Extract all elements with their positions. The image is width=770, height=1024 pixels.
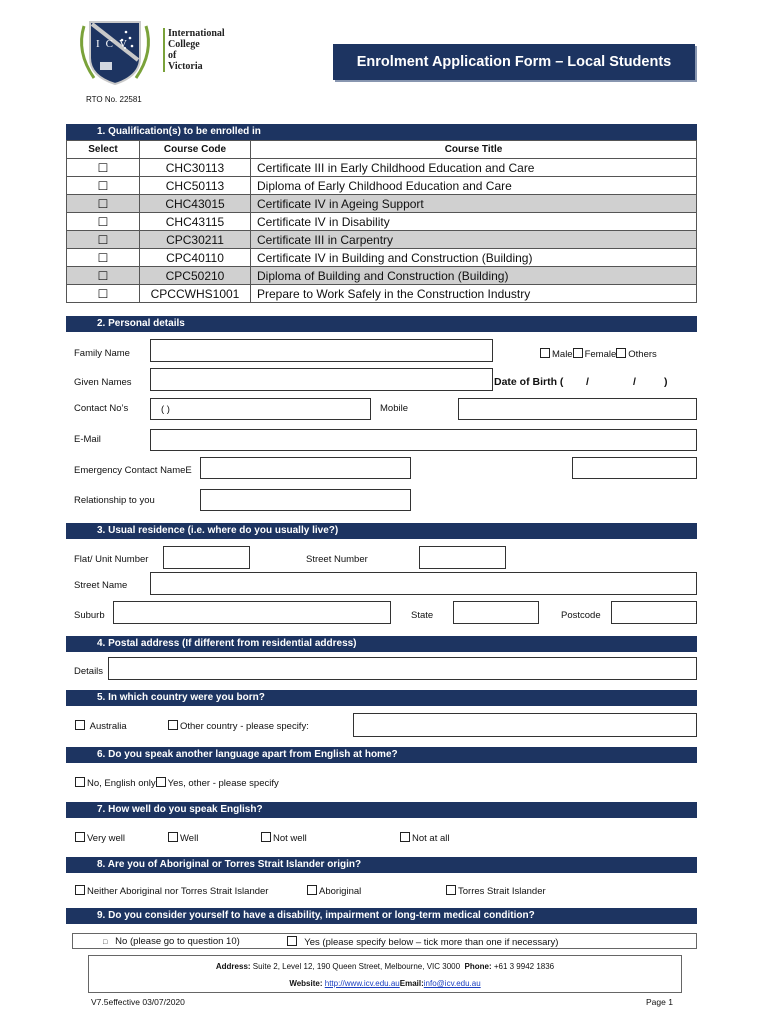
other-country-input[interactable] <box>353 713 697 737</box>
email-input[interactable] <box>150 429 697 451</box>
state-label: State <box>411 610 434 621</box>
table-row <box>67 159 697 177</box>
others-checkbox[interactable] <box>616 348 626 358</box>
phone: +61 3 9942 1836 <box>493 962 555 971</box>
torres-strait-label: Torres Strait Islander <box>458 886 546 897</box>
course-table <box>66 140 697 303</box>
address-label: Address: <box>215 962 251 971</box>
course-select-checkbox[interactable]: ☐ <box>67 213 140 231</box>
course-title: Prepare to Work Safely in the Construction Industry <box>251 285 697 303</box>
disability-yes-option <box>287 936 558 948</box>
logo-text-line: Victoria <box>168 61 203 72</box>
website-label: Website: <box>289 979 323 988</box>
well-label: Well <box>180 833 199 844</box>
logo-text-line: College <box>168 39 200 50</box>
course-select-checkbox[interactable]: ☐ <box>67 285 140 303</box>
footer-contact-box <box>88 955 682 993</box>
male-label: Male <box>552 349 573 360</box>
very-well-label: Very well <box>87 833 126 844</box>
not-at-all-label: Not at all <box>412 833 450 844</box>
address: Suite 2, Level 12, 190 Queen Street, Melbourne, VIC 3000 <box>252 962 461 971</box>
course-select-checkbox[interactable]: ☐ <box>67 195 140 213</box>
email-label: Email: <box>399 979 424 988</box>
other-country-checkbox[interactable] <box>168 720 178 730</box>
section-1-header: 1. Qualification(s) to be enrolled in <box>66 124 697 140</box>
well-option <box>168 832 198 844</box>
course-code: CHC43115 <box>140 213 251 231</box>
very-well-option <box>75 832 125 844</box>
well-checkbox[interactable] <box>168 832 178 842</box>
other-country-option <box>168 720 309 732</box>
section-9-header: 9. Do you consider yourself to have a disability, impairment or long-term medical condition? <box>66 908 697 924</box>
street-name-label: Street Name <box>74 580 128 591</box>
not-well-checkbox[interactable] <box>261 832 271 842</box>
mobile-input[interactable] <box>458 398 697 420</box>
table-row <box>67 285 697 303</box>
family-name-input[interactable] <box>150 339 493 362</box>
male-checkbox[interactable] <box>540 348 550 358</box>
col-course-code: Course Code <box>140 141 251 159</box>
table-row <box>67 177 697 195</box>
section-7-header: 7. How well do you speak English? <box>66 802 697 818</box>
others-label: Others <box>628 349 657 360</box>
course-title: Certificate IV in Disability <box>251 213 697 231</box>
section-8-header: 8. Are you of Aboriginal or Torres Strait Islander origin? <box>66 857 697 873</box>
neither-checkbox[interactable] <box>75 885 85 895</box>
given-names-label: Given Names <box>74 377 132 388</box>
dob-label: Date of Birth ( <box>494 376 564 388</box>
course-select-checkbox[interactable]: ☐ <box>67 267 140 285</box>
course-select-checkbox[interactable]: ☐ <box>67 249 140 267</box>
logo-initials: ICV <box>96 38 133 50</box>
course-code: CPCCWHS1001 <box>140 285 251 303</box>
female-checkbox[interactable] <box>573 348 583 358</box>
col-select: Select <box>67 141 140 159</box>
college-logo <box>70 18 160 86</box>
dob-close: ) <box>664 376 668 388</box>
disability-no-option <box>103 936 240 947</box>
section-3-header: 3. Usual residence (i.e. where do you usually live?) <box>66 523 697 539</box>
page-number: Page 1 <box>646 997 673 1007</box>
logo-text-line: of <box>168 50 177 61</box>
rto-number: RTO No. 22581 <box>86 95 142 104</box>
form-title: Enrolment Application Form – Local Students <box>333 44 695 80</box>
disability-yes-checkbox[interactable] <box>287 936 297 946</box>
australia-label: Australia <box>89 721 127 732</box>
torres-strait-checkbox[interactable] <box>446 885 456 895</box>
table-row <box>67 249 697 267</box>
relationship-label: Relationship to you <box>74 495 155 506</box>
postcode-label: Postcode <box>561 610 601 621</box>
table-row <box>67 213 697 231</box>
course-title: Certificate IV in Building and Construction (Building) <box>251 249 697 267</box>
suburb-label: Suburb <box>74 610 105 621</box>
emergency-contact-input[interactable] <box>200 457 411 479</box>
english-only-label: No, English only <box>87 778 156 789</box>
course-code: CHC43015 <box>140 195 251 213</box>
col-course-title: Course Title <box>251 141 697 159</box>
disability-no-checkbox[interactable]: □ <box>103 939 108 946</box>
language-options <box>75 777 279 789</box>
postcode-input[interactable] <box>611 601 697 624</box>
other-country-label: Other country - please specify: <box>180 721 309 732</box>
street-name-input[interactable] <box>150 572 697 595</box>
course-title: Certificate IV in Ageing Support <box>251 195 697 213</box>
footer-address-line <box>89 962 681 971</box>
section-6-header: 6. Do you speak another language apart from English at home? <box>66 747 697 763</box>
contact-label: Contact No’s <box>74 403 129 414</box>
not-well-label: Not well <box>273 833 307 844</box>
area-code-parens: ( ) <box>161 404 170 415</box>
course-title: Diploma of Early Childhood Education and Care <box>251 177 697 195</box>
aboriginal-label: Aboriginal <box>319 886 362 897</box>
email-label: E-Mail <box>74 434 101 445</box>
course-select-checkbox[interactable]: ☐ <box>67 177 140 195</box>
given-names-input[interactable] <box>150 368 493 391</box>
not-at-all-checkbox[interactable] <box>400 832 410 842</box>
australia-checkbox[interactable] <box>75 720 85 730</box>
emergency-phone-input[interactable] <box>572 457 697 479</box>
logo-text <box>163 28 225 72</box>
course-select-checkbox[interactable]: ☐ <box>67 159 140 177</box>
female-label: Female <box>584 349 617 360</box>
not-at-all-option <box>400 832 450 844</box>
flat-number-input[interactable] <box>163 546 250 569</box>
disability-yes-label: Yes (please specify below – tick more than one if necessary) <box>304 937 559 948</box>
english-only-checkbox[interactable] <box>75 777 85 787</box>
email-link[interactable]: info@icv.edu.au <box>423 979 481 988</box>
section-4-header: 4. Postal address (If different from residential address) <box>66 636 697 652</box>
logo-text-line: International <box>168 28 225 39</box>
version-label: V7.5effective 03/07/2020 <box>91 997 185 1007</box>
table-row <box>67 231 697 249</box>
street-number-input[interactable] <box>419 546 506 569</box>
suburb-input[interactable] <box>113 601 391 624</box>
torres-strait-option <box>446 885 546 897</box>
australia-option <box>75 720 127 732</box>
table-row <box>67 267 697 285</box>
mobile-label: Mobile <box>380 403 408 414</box>
course-code: CHC30113 <box>140 159 251 177</box>
gender-options <box>540 348 657 360</box>
course-code: CPC40110 <box>140 249 251 267</box>
course-code: CPC30211 <box>140 231 251 249</box>
very-well-checkbox[interactable] <box>75 832 85 842</box>
postal-details-input[interactable] <box>108 657 697 680</box>
course-title: Diploma of Building and Construction (Building) <box>251 267 697 285</box>
course-select-checkbox[interactable]: ☐ <box>67 231 140 249</box>
course-title: Certificate III in Early Childhood Education and Care <box>251 159 697 177</box>
state-input[interactable] <box>453 601 539 624</box>
neither-label: Neither Aboriginal nor Torres Strait Islander <box>87 886 269 897</box>
postal-details-label: Details <box>74 666 104 677</box>
footer-web-line <box>89 979 681 988</box>
not-well-option <box>261 832 307 844</box>
course-code: CPC50210 <box>140 267 251 285</box>
aboriginal-checkbox[interactable] <box>307 885 317 895</box>
family-name-label: Family Name <box>74 348 130 359</box>
section-2-header: 2. Personal details <box>66 316 697 332</box>
dob-separator: / <box>586 376 589 388</box>
website-link[interactable]: http://www.icv.edu.au <box>324 979 400 988</box>
street-number-label: Street Number <box>306 554 368 565</box>
aboriginal-option <box>307 885 361 897</box>
disability-row <box>72 933 697 949</box>
course-title: Certificate III in Carpentry <box>251 231 697 249</box>
neither-option <box>75 885 268 897</box>
relationship-input[interactable] <box>200 489 411 511</box>
emergency-contact-label: Emergency Contact NameE <box>74 465 192 476</box>
disability-no-label: No (please go to question 10) <box>115 936 240 947</box>
other-language-checkbox[interactable] <box>156 777 166 787</box>
phone-label: Phone: <box>464 962 492 971</box>
other-language-label: Yes, other - please specify <box>167 778 279 789</box>
flat-number-label: Flat/ Unit Number <box>74 554 149 565</box>
section-5-header: 5. In which country were you born? <box>66 690 697 706</box>
dob-separator: / <box>633 376 636 388</box>
course-code: CHC50113 <box>140 177 251 195</box>
table-header-row <box>67 141 697 159</box>
contact-phone-input[interactable] <box>150 398 371 420</box>
table-row <box>67 195 697 213</box>
